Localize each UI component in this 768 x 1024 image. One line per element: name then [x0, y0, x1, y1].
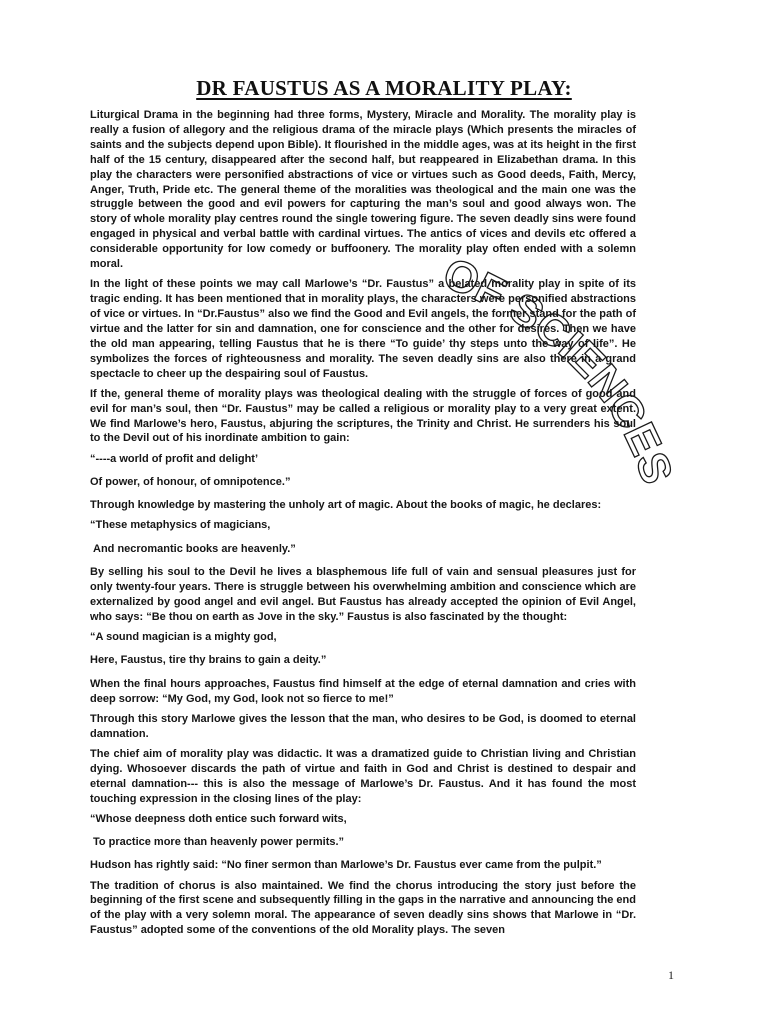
paragraph-knowledge: Through knowledge by mastering the unholy art of magic. About the books of magic, he declares: [90, 499, 602, 512]
paragraph-aim: The chief aim of morality play was didactic. It was a dramatized guide to Christian living and Christian dying. Whosoever discards the path of virtue and faith in God and Christ is destined to despair and eternal damnation--- this is also the message of Marlowe’s Dr. Faustus. And it has found the most touching expression in the closing lines of the play: [90, 747, 636, 805]
quote-line: Of power, of honour, of omnipotence.” [90, 475, 291, 488]
paragraph-theme: If the, general theme of morality plays was theological dealing with the struggle of forces of good and evil for man’s soul, then “Dr. Faustus” may be called a religious or morality play to a very great extent. We find Marlowe’s hero, Faustus, abjuring the scriptures, the Trinity and Christ. He surrenders his soul to the Devil out of his inordinate ambition to gain: [90, 387, 636, 445]
quote-line: Here, Faustus, tire thy brains to gain a deity.” [90, 654, 327, 667]
paragraph-lesson: Through this story Marlowe gives the lesson that the man, who desires to be God, is doomed to eternal damnation. [90, 712, 636, 740]
paragraph-hudson: Hudson has rightly said: “No finer sermon than Marlowe’s Dr. Faustus ever came from the pulpit.” [90, 859, 602, 872]
quote-line: “Whose deepness doth entice such forward wits, [90, 812, 347, 825]
quote-line: “----a world of profit and delight’ [90, 452, 259, 465]
document-body [90, 108, 636, 943]
paragraph-intro: Liturgical Drama in the beginning had three forms, Mystery, Miracle and Morality. The morality play is really a fusion of allegory and the religious drama of the miracle plays (Which presents the miracles of saints and the subjects depend upon Bible). It flourished in the middle ages, was at its height in the first half of the 15 century, disappeared after the second half, but reappeared in Elizabethan drama. In this play the characters were personified abstractions of vice or virtues such as Good deeds, Faith, Mercy, Anger, Truth, Pride etc. The general theme of the moralities was theological and the main one was the struggle between the good and evil powers for capturing the man’s soul and good always won. The story of whole morality play centres round the single towering figure. The seven deadly sins were found engaged in physical and verbal battle with cardinal virtues. The antics of vices and devils etc offered a considerable opportunity for low comedy or buffoonery. The morality play often ended with a solemn moral. [90, 109, 636, 271]
quote-line: “A sound magician is a mighty god, [90, 631, 277, 644]
paragraph-light: In the light of these points we may call Marlowe’s “Dr. Faustus” a belated morality play in spite of its tragic ending. It has been mentioned that in morality plays, the characters were personified abstractions of vice or virtues. In “Dr.Faustus” also we find the Good and Evil angels, the former stand for the path of virtue and the latter for sin and damnation, one for conscience and the other for desires. Then we have the old man appearing, telling Faustus that he is there “To guide’ thy steps unto the way of life”. He symbolizes the forces of righteousness and morality. The seven deadly sins are also there in a grand spectacle to cheer up the despairing soul of Faustus. [90, 278, 636, 380]
paragraph-final-hours: When the final hours approaches, Faustus find himself at the edge of eternal damnation and cries with deep sorrow: “My God, my God, look not so fierce to me!” [90, 677, 636, 705]
quote-line: And necromantic books are heavenly.” [93, 542, 296, 555]
paragraph-chorus: The tradition of chorus is also maintained. We find the chorus introducing the story just before the beginning of the first scene and subsequently filling in the gaps in the narrative and announcing the end of the play with a very solemn moral. The appearance of seven deadly sins shows that Marlowe in “Dr. Faustus” adopted some of the conventions of the old Morality plays. The seven [90, 879, 636, 937]
watermark-text-path: OF SCIENCES [436, 248, 682, 490]
quote-line: “These metaphysics of magicians, [90, 519, 271, 532]
page-number: 1 [668, 968, 674, 982]
quote-line: To practice more than heavenly power permits.” [93, 836, 345, 849]
paragraph-selling: By selling his soul to the Devil he lives a blasphemous life full of vain and sensual pleasures just for only twenty-four years. There is struggle between his overwhelming ambition and conscience which are externalized by good angel and evil angel. But Faustus has already accepted the opinion of Evil Angel, who says: “Be thou on earth as Jove in the sky.” Faustus is also fascinated by the thought: [90, 566, 636, 623]
page-title: DR FAUSTUS AS A MORALITY PLAY: [196, 76, 572, 100]
